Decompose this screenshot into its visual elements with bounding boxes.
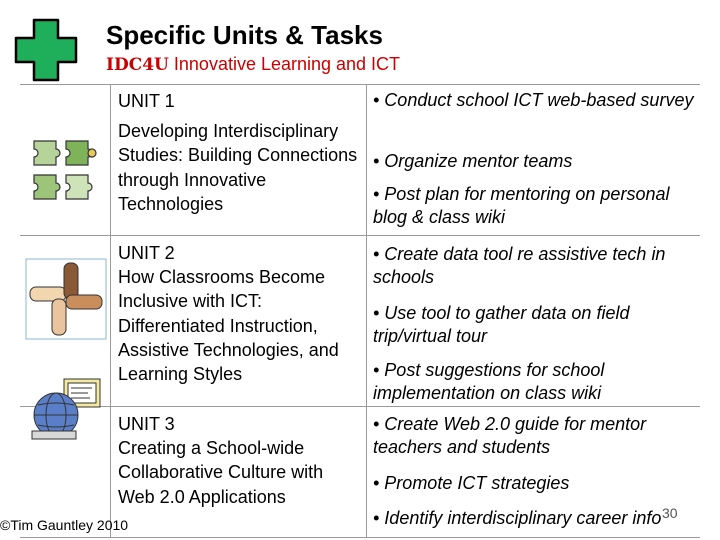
course-name: Innovative Learning and ICT [173,54,401,74]
task-item: • Create data tool re assistive tech in schools [373,244,666,287]
column-divider [366,85,367,537]
task-item: • Post suggestions for school implementation on class wiki [373,360,605,403]
unit-2-text [118,241,363,386]
task-item: • Conduct school ICT web-based survey [373,90,694,110]
row-divider [20,406,700,407]
course-code: IDC4U [106,55,169,75]
green-cross-logo-icon [14,18,78,82]
task-item: • Post plan for mentoring on personal blog & class wiki [373,184,670,227]
unit-2-title: UNIT 2 [118,243,175,263]
page-subtitle [106,54,400,75]
column-divider [110,85,111,537]
row-divider [20,235,700,236]
puzzle-pieces-icon [30,133,106,207]
globe-computer-icon [28,375,110,443]
page-title: Specific Units & Tasks [106,20,383,50]
unit-3-text [118,412,363,509]
page-number: 30 [662,505,678,521]
task-item: • Organize mentor teams [373,151,573,171]
unit-2-description: How Classrooms Become Inclusive with ICT: Differentiated Instruction, Assistive Technologies, and Learning Styles [118,267,339,385]
units-table [20,84,700,538]
unit-1-text [118,89,363,216]
task-item: • Create Web 2.0 guide for mentor teachers and students [373,414,647,457]
copyright-notice: ©Tim Gauntley 2010 [0,517,129,533]
task-item: • Promote ICT strategies [373,473,570,493]
unit-3-description: Creating a School-wide Collaborative Culture with Web 2.0 Applications [118,438,324,507]
joined-hands-icon [24,257,108,341]
unit-3-title: UNIT 3 [118,414,175,434]
unit-1-description: Developing Interdisciplinary Studies: Building Connections through Innovative Technologies [118,121,358,214]
task-item: • Use tool to gather data on field trip/virtual tour [373,303,630,346]
task-item: • Identify interdisciplinary career info [373,508,662,528]
unit-1-tasks [373,89,698,235]
unit-1-title: UNIT 1 [118,91,175,111]
